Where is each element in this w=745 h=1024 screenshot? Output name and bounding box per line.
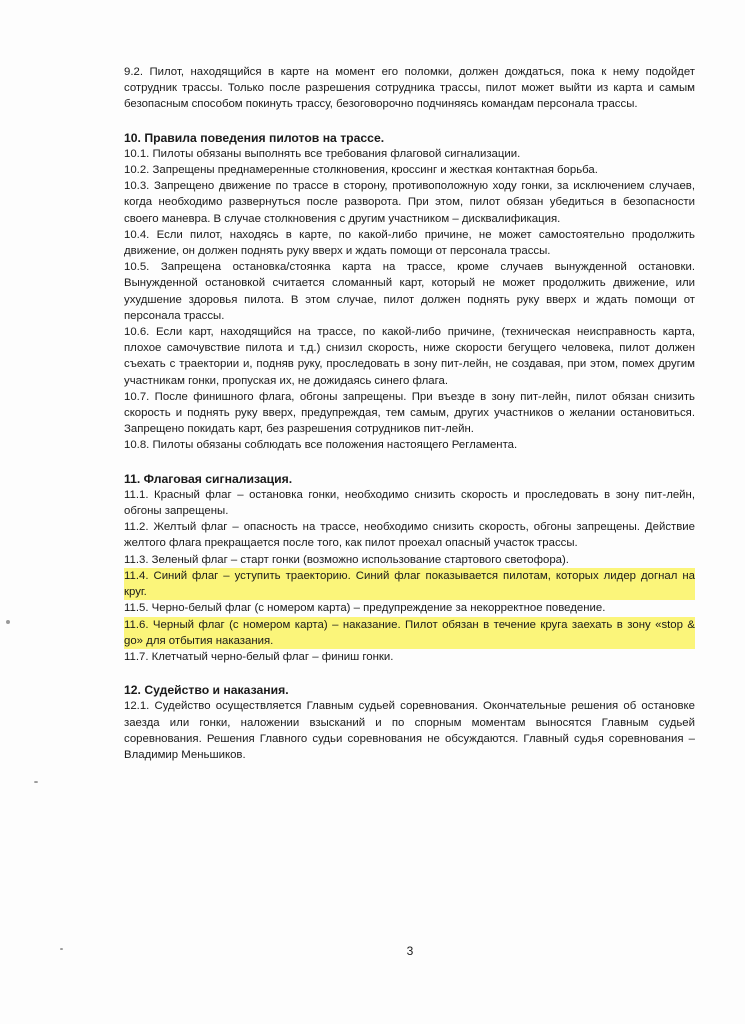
scan-speck [6,620,10,624]
paragraph-10-1: 10.1. Пилоты обязаны выполнять все требования флаговой сигнализации. [124,147,521,160]
scan-speck [60,948,63,950]
section-heading-12: 12. Судейство и наказания. [124,683,289,698]
paragraph-11-5: 11.5. Черно-белый флаг (с номером карта) – предупреждение за некорректное поведение. [124,602,606,615]
paragraph-11-3: 11.3. Зеленый флаг – старт гонки (возможно использование стартового светофора). [124,553,569,566]
paragraph-12-1: 12.1. Судейство осуществляется Главным судьей соревнования. Окончательные решения об остановке заезда или гонки, наложении взысканий и по спорным моментам выносятся Главным судьей соревнования. Решения Главного судьи соревнования не обсуждаются. Главный судья соревнования – Владимир Меньшиков. [124,700,695,761]
paragraph-10-7: 10.7. После финишного флага, обгоны запрещены. При въезде в зону пит-лейн, пилот обязан снизить скорость и поднять руку вверх, предупреждая, тем самым, других участников о желании остановиться. Запрещено покидать карт, без разрешения сотрудников пит-лейн. [124,390,695,436]
paragraph-11-1: 11.1. Красный флаг – остановка гонки, необходимо снизить скорость и проследовать в зону пит-лейн, обгоны запрещены. [124,488,695,518]
paragraph-10-5: 10.5. Запрещена остановка/стоянка карта на трассе, кроме случаев вынужденной остановки. Вынужденной остановкой считается сломанный карт, который не может продолжить движение, или ухудшение здоровья пилота. В этом случае, пилот должен поднять руку вверх и ждать помощи от персонала трассы. [124,261,695,322]
paragraph-11-2: 11.2. Желтый флаг – опасность на трассе, необходимо снизить скорость, обгоны запрещены. Действие желтого флага прекращается после того, как пилот проехал опасный участок трассы. [124,521,695,550]
section-heading-11: 11. Флаговая сигнализация. [124,471,293,486]
paragraph-11-4-highlighted: 11.4. Синий флаг – уступить траекторию. Синий флаг показывается пилотам, которых лидер догнал на круг. [124,568,695,600]
paragraph-11-6-highlighted: 11.6. Черный флаг (с номером карта) – наказание. Пилот обязан в течение круга заехать в зону «stop & go» для отбытия наказания. [124,617,695,649]
scan-speck [34,781,38,783]
paragraph-10-2: 10.2. Запрещены преднамеренные столкновения, кроссинг и жесткая контактная борьба. [124,164,598,177]
paragraph-10-4: 10.4. Если пилот, находясь в карте, по какой-либо причине, не может самостоятельно продолжить движение, он должен поднять руку вверх и ждать помощи от персонала трассы. [124,228,695,258]
paragraph-10-8: 10.8. Пилоты обязаны соблюдать все положения настоящего Регламента. [124,439,518,452]
paragraph-9-2: 9.2. Пилот, находящийся в карте на момент его поломки, должен дождаться, пока к нему подойдет сотрудник трассы. Только после разрешения сотрудника трассы, пилот может выйти из карта и самым безопасным способом покинуть трассу, безоговорочно подчиняясь командам персонала трассы. [124,66,695,111]
document-body [124,64,695,763]
paragraph-10-6: 10.6. Если карт, находящийся на трассе, по какой-либо причине, (техническая неисправность карта, плохое самочувствие пилота и т.д.) снизил скорость, ниже скорости бегущего человека, пилот должен съехать с траектории и, подняв руку, проследовать в зону пит-лейн, не создавая, при этом, помех другим участникам гонки, пропуская их, не дожидаясь синего флага. [124,326,695,387]
page-number: 3 [406,944,414,958]
paragraph-10-3: 10.3. Запрещено движение по трассе в сторону, противоположную ходу гонки, за исключением случаев, когда необходимо развернуться после разворота. При этом, пилот обязан убедиться в безопасности своего маневра. В случае столкновения с другим участником – дисквалификация. [124,180,695,225]
paragraph-11-7: 11.7. Клетчатый черно-белый флаг – финиш гонки. [124,650,394,663]
section-heading-10: 10. Правила поведения пилотов на трассе. [124,130,385,145]
